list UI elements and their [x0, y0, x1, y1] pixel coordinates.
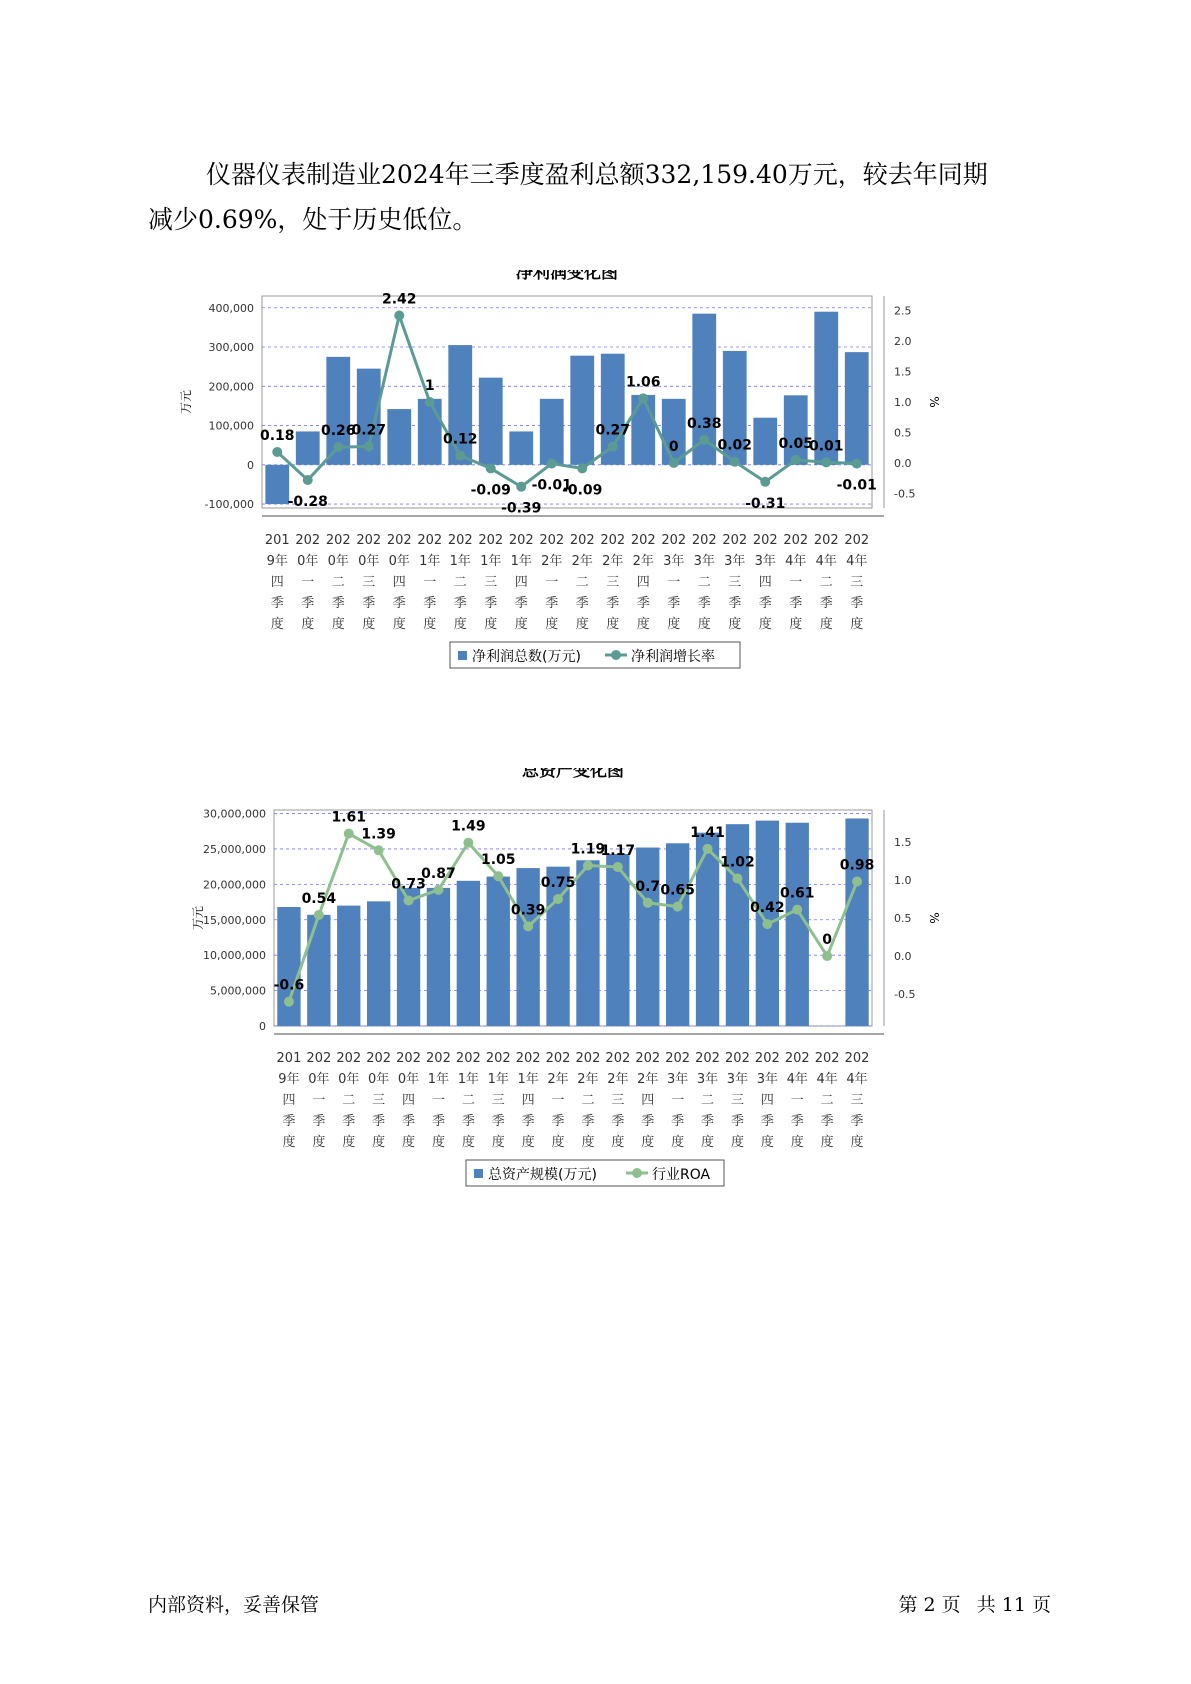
- footer-page-info: [889, 1590, 1051, 1617]
- net-profit-chart-svg: [170, 270, 970, 720]
- y2-tick-label: 0.5: [894, 426, 912, 440]
- data-label: 0.54: [301, 890, 337, 907]
- data-label: 0.73: [391, 876, 426, 893]
- chart-title: 总资产变化图: [522, 768, 624, 781]
- data-label: -0.09: [562, 482, 603, 499]
- x-tick-label: 202 2年四季度: [630, 533, 656, 632]
- data-label: 1.39: [361, 826, 396, 843]
- line-point: [303, 475, 313, 485]
- data-label: 0.27: [351, 422, 387, 439]
- line-point: [699, 435, 709, 445]
- y-axis-label: 万元: [179, 389, 193, 415]
- line-point: [730, 457, 740, 467]
- x-tick-label: 202 2年三季度: [600, 533, 626, 632]
- y2-tick-label: 0.5: [894, 912, 912, 925]
- bar: [509, 431, 533, 464]
- line-point: [852, 459, 862, 469]
- bar: [540, 399, 564, 465]
- x-tick-label: 202 2年一季度: [545, 1051, 571, 1150]
- x-tick-label: 202 4年三季度: [844, 1051, 870, 1150]
- data-label: 1.05: [480, 852, 516, 869]
- line-point: [493, 871, 503, 881]
- data-label: 0.38: [686, 415, 722, 432]
- data-label: 0.65: [660, 882, 695, 899]
- x-tick-label: 202 1年三季度: [478, 533, 504, 632]
- data-label: 1.02: [720, 854, 755, 871]
- data-label: 0: [822, 932, 833, 949]
- data-label: 0.12: [442, 431, 478, 448]
- data-label: 0.87: [421, 865, 456, 882]
- x-tick-label: 202 2年二季度: [569, 533, 595, 632]
- data-label: 0.27: [595, 422, 631, 439]
- x-tick-label: 202 2年四季度: [635, 1051, 661, 1150]
- y2-tick-label: -0.5: [894, 487, 916, 501]
- bar: [457, 881, 480, 1026]
- data-label: 0.39: [510, 902, 546, 919]
- y-tick-label: 15,000,000: [203, 913, 266, 927]
- y2-tick-label: 2.5: [894, 304, 912, 318]
- x-tick-label: 202 3年二季度: [695, 1051, 720, 1150]
- bar: [753, 418, 777, 465]
- data-label: 1.06: [625, 374, 661, 391]
- line-point: [425, 397, 435, 407]
- x-tick-label: 202 2年三季度: [605, 1051, 631, 1150]
- bar: [784, 395, 808, 464]
- x-tick-label: 202 4年二季度: [814, 1051, 840, 1150]
- bar: [367, 901, 390, 1026]
- line-point: [333, 442, 343, 452]
- x-tick-label: 202 1年一季度: [417, 533, 443, 632]
- data-label: 0: [668, 438, 679, 455]
- line-point: [404, 896, 414, 906]
- data-label: -0.39: [501, 500, 542, 517]
- line-point: [553, 894, 563, 904]
- y-tick-label: -100,000: [204, 498, 254, 512]
- x-tick-label: 202 0年二季度: [336, 1051, 362, 1150]
- data-label: -0.01: [836, 477, 877, 494]
- line-point: [486, 463, 496, 473]
- bar: [666, 843, 689, 1026]
- line-point: [583, 861, 593, 871]
- x-tick-label: 202 4年二季度: [813, 533, 839, 632]
- x-tick-label: 202 0年二季度: [325, 533, 351, 632]
- y-tick-label: 5,000,000: [210, 984, 266, 998]
- line-point: [577, 463, 587, 473]
- bar: [636, 848, 659, 1026]
- x-tick-label: 202 1年四季度: [508, 533, 534, 632]
- y-tick-label: 20,000,000: [203, 878, 266, 892]
- footer-page-number: 第 2 页: [898, 1594, 961, 1616]
- data-label: 0.42: [750, 900, 785, 917]
- line-point: [760, 477, 770, 487]
- net-profit-chart: [170, 270, 970, 720]
- x-tick-label: 202 4年三季度: [844, 533, 870, 632]
- footer-confidential: 内部资料，妥善保管: [148, 1594, 320, 1616]
- line-point: [314, 910, 324, 920]
- bar: [277, 907, 300, 1026]
- total-assets-chart: [170, 768, 970, 1218]
- data-label: -0.01: [531, 477, 572, 494]
- bar: [418, 399, 442, 465]
- bar: [307, 915, 330, 1026]
- line-point: [374, 845, 384, 855]
- line-point: [791, 455, 801, 465]
- x-tick-label: 201 9年四季度: [264, 533, 290, 632]
- bar: [387, 409, 411, 465]
- y2-axis-label: %: [927, 912, 941, 924]
- line-point: [703, 844, 713, 854]
- data-label: 1.41: [690, 824, 725, 841]
- x-tick-label: 202 4年一季度: [783, 533, 809, 632]
- y-tick-label: 0: [259, 1020, 266, 1033]
- line-point: [643, 898, 653, 908]
- bar: [516, 868, 539, 1026]
- bar: [479, 378, 503, 465]
- line-point: [732, 873, 742, 883]
- plot-area: [259, 296, 872, 508]
- legend-line-marker: [632, 1168, 642, 1178]
- chart-title: 净利润变化图: [516, 270, 618, 283]
- line-point: [547, 459, 557, 469]
- summary-line-1: 仪器仪表制造业2024年三季度盈利总额332,159.40万元，较去年同期: [206, 160, 988, 189]
- legend-bar-swatch: [458, 651, 467, 660]
- legend-bar-label: 净利润总数(万元): [472, 649, 581, 665]
- x-tick-label: 202 0年四季度: [386, 533, 412, 632]
- y2-tick-label: 1.0: [894, 396, 912, 409]
- x-tick-label: 202 0年三季度: [356, 533, 382, 632]
- data-label: -0.28: [287, 493, 328, 510]
- bar: [570, 356, 594, 465]
- data-label: 0.61: [779, 885, 815, 902]
- x-tick-label: 202 0年三季度: [366, 1051, 392, 1150]
- x-tick-label: 202 3年四季度: [752, 533, 778, 632]
- bar: [845, 818, 868, 1026]
- y-tick-label: 300,000: [208, 341, 254, 355]
- y2-tick-label: 2.0: [894, 335, 912, 349]
- legend-line-label: 净利润增长率: [631, 649, 715, 665]
- bar: [427, 888, 450, 1026]
- summary-paragraph: [148, 152, 1048, 242]
- data-label: 0.18: [259, 427, 295, 444]
- data-label: 0.01: [808, 438, 844, 455]
- y2-tick-label: 0.0: [894, 456, 912, 470]
- line-point: [673, 902, 683, 912]
- y-tick-label: 0: [247, 458, 254, 472]
- x-tick-label: 201 9年四季度: [276, 1051, 302, 1150]
- line-point: [669, 458, 679, 468]
- x-tick-label: 202 1年一季度: [426, 1051, 451, 1150]
- x-tick-label: 202 3年一季度: [661, 533, 687, 632]
- y-tick-label: 200,000: [208, 380, 254, 394]
- y-tick-label: 400,000: [208, 301, 254, 315]
- x-tick-label: 202 3年二季度: [691, 533, 717, 632]
- x-tick-label: 202 1年三季度: [485, 1051, 511, 1150]
- line-point: [762, 919, 772, 929]
- x-tick-label: 202 3年三季度: [722, 533, 748, 632]
- y2-tick-label: -0.5: [894, 988, 916, 1002]
- bar: [845, 352, 869, 465]
- bar: [296, 431, 320, 464]
- x-tick-label: 202 1年二季度: [447, 533, 473, 632]
- data-label: 0.75: [540, 874, 576, 891]
- legend-line-label: 行业ROA: [652, 1167, 711, 1183]
- data-label: 0.98: [839, 857, 875, 874]
- data-label: 2.42: [381, 291, 417, 308]
- x-tick-label: 202 2年一季度: [539, 533, 565, 632]
- y2-tick-label: 0.0: [894, 950, 912, 964]
- x-tick-label: 202 1年二季度: [455, 1051, 481, 1150]
- x-tick-label: 202 4年一季度: [784, 1051, 810, 1150]
- data-label: -0.09: [470, 482, 511, 499]
- y2-tick-label: 1.0: [894, 873, 912, 887]
- data-label: 1.49: [451, 818, 486, 835]
- bar: [265, 465, 289, 504]
- line-point: [455, 451, 465, 461]
- y-axis-label: 万元: [191, 905, 205, 931]
- footer-page-total: 共 11 页: [976, 1594, 1051, 1616]
- x-tick-label: 202 2年二季度: [575, 1051, 601, 1150]
- data-label: 1.61: [331, 809, 367, 826]
- total-assets-chart-svg: [170, 768, 970, 1218]
- line-point: [272, 447, 282, 457]
- x-tick-label: 202 0年四季度: [396, 1051, 421, 1150]
- y-tick-label: 25,000,000: [203, 842, 266, 856]
- line-point: [463, 838, 473, 848]
- x-tick-label: 202 0年一季度: [306, 1051, 332, 1150]
- y2-tick-label: 1.5: [894, 835, 912, 849]
- bar: [606, 854, 629, 1026]
- line-point: [344, 829, 354, 839]
- x-tick-label: 202 0年一季度: [295, 533, 321, 632]
- legend-bar-swatch: [474, 1169, 483, 1178]
- bar: [337, 906, 360, 1026]
- legend-bar-label: 总资产规模(万元): [488, 1167, 597, 1183]
- bar: [576, 860, 599, 1026]
- line-point: [284, 997, 294, 1007]
- data-label: -0.31: [745, 495, 786, 512]
- data-label: -0.6: [273, 977, 305, 994]
- line-point: [613, 862, 623, 872]
- line-point: [852, 876, 862, 886]
- data-label: 1.19: [570, 841, 606, 858]
- x-tick-label: 202 3年三季度: [725, 1051, 750, 1150]
- bar: [631, 395, 655, 465]
- y-tick-label: 30,000,000: [203, 807, 266, 821]
- line-point: [608, 441, 618, 451]
- data-label: 1: [424, 378, 435, 394]
- line-point: [792, 905, 802, 915]
- line-point: [821, 457, 831, 467]
- line-point: [638, 393, 648, 403]
- y-tick-label: 10,000,000: [203, 949, 266, 963]
- line-point: [433, 885, 443, 895]
- bar: [397, 888, 420, 1026]
- summary-line-2: 减少0.69%，处于历史低位。: [148, 205, 478, 234]
- data-label: 0.7: [635, 878, 661, 895]
- x-tick-label: 202 3年四季度: [754, 1051, 780, 1150]
- bar: [487, 877, 510, 1026]
- line-point: [822, 951, 832, 961]
- data-label: 0.05: [778, 435, 814, 452]
- y2-tick-label: 1.5: [894, 365, 912, 379]
- x-tick-label: 202 3年一季度: [665, 1051, 691, 1150]
- y2-axis-label: %: [927, 396, 941, 408]
- line-point: [364, 441, 374, 451]
- legend-line-marker: [611, 650, 621, 660]
- line-point: [394, 310, 404, 320]
- data-label: 1.17: [600, 843, 636, 860]
- data-label: 0.26: [320, 423, 356, 440]
- y-tick-label: 100,000: [208, 419, 254, 433]
- line-point: [523, 921, 533, 931]
- data-label: 0.02: [717, 437, 753, 454]
- x-tick-label: 202 1年四季度: [515, 1051, 541, 1150]
- line-point: [516, 482, 526, 492]
